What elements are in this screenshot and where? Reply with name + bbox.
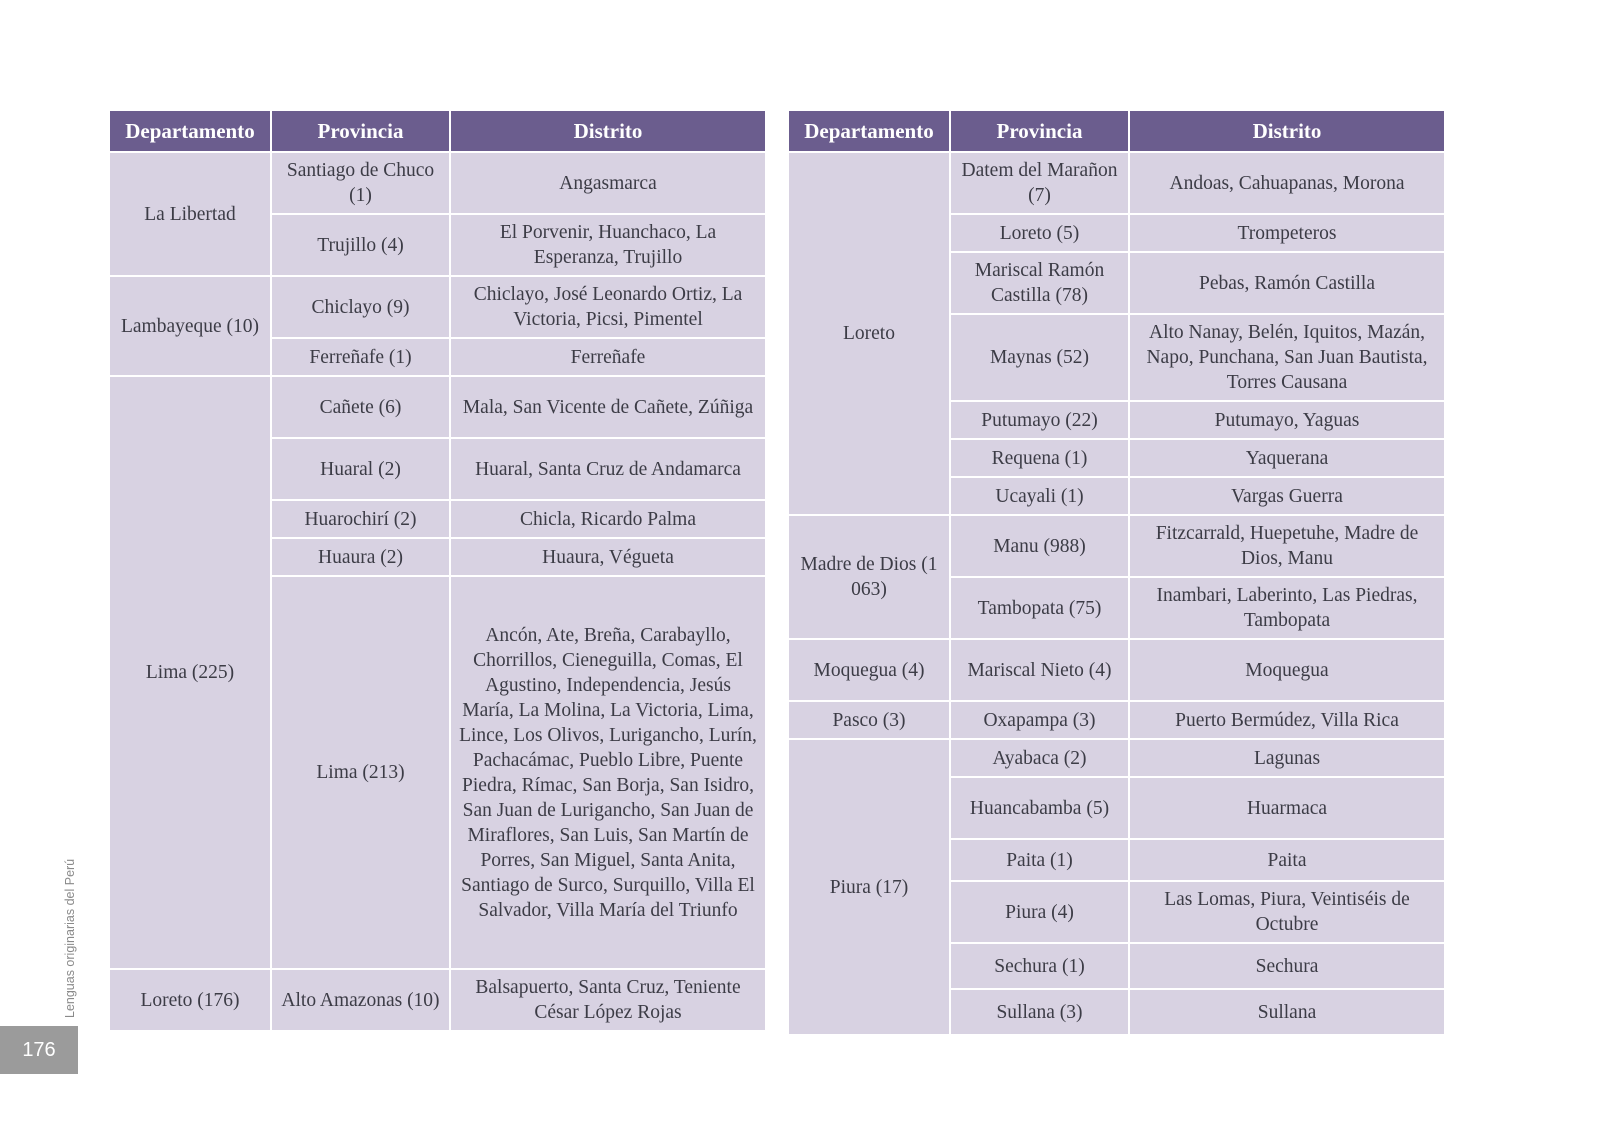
provincia-cell: Chiclayo (9): [271, 276, 450, 338]
table-row: [788, 639, 1445, 701]
book-title-sidebar: Lenguas originarias del Perú: [63, 858, 77, 1018]
page-number: 176: [0, 1026, 78, 1074]
provincia-cell: Requena (1): [950, 439, 1129, 477]
departamento-cell: Loreto: [788, 152, 950, 515]
departamento-cell: Piura (17): [788, 739, 950, 1035]
distrito-cell: Puerto Bermúdez, Villa Rica: [1129, 701, 1445, 739]
distrito-cell: Pebas, Ramón Castilla: [1129, 252, 1445, 314]
table-row: [788, 515, 1445, 577]
departamento-cell: Lambayeque (10): [109, 276, 271, 376]
departamento-cell: Lima (225): [109, 376, 271, 969]
provincia-cell: Huaral (2): [271, 438, 450, 500]
distrito-cell: Angasmarca: [450, 152, 766, 214]
distrito-cell: Mala, San Vicente de Cañete, Zúñiga: [450, 376, 766, 438]
provincia-cell: Oxapampa (3): [950, 701, 1129, 739]
distrito-cell: Alto Nanay, Belén, Iquitos, Mazán, Napo, Punchana, San Juan Bautista, Torres Causana: [1129, 314, 1445, 401]
districts-table-right: [787, 109, 1446, 1036]
provincia-cell: Huarochirí (2): [271, 500, 450, 538]
provincia-cell: Alto Amazonas (10): [271, 969, 450, 1031]
distrito-cell: Las Lomas, Piura, Veintiséis de Octubre: [1129, 881, 1445, 943]
provincia-cell: Paita (1): [950, 839, 1129, 881]
distrito-cell: Andoas, Cahuapanas, Morona: [1129, 152, 1445, 214]
provincia-cell: Lima (213): [271, 576, 450, 969]
header-provincia: Provincia: [950, 110, 1129, 152]
table-row: [788, 152, 1445, 214]
distrito-cell: Sechura: [1129, 943, 1445, 989]
table-row: [788, 739, 1445, 777]
distrito-cell: Huaura, Végueta: [450, 538, 766, 576]
distrito-cell: Putumayo, Yaguas: [1129, 401, 1445, 439]
provincia-cell: Datem del Marañon (7): [950, 152, 1129, 214]
header-distrito: Distrito: [450, 110, 766, 152]
distrito-cell: El Porvenir, Huanchaco, La Esperanza, Trujillo: [450, 214, 766, 276]
distrito-cell: Ancón, Ate, Breña, Carabayllo, Chorrillos, Cieneguilla, Comas, El Agustino, Independencia, Jesús María, La Molina, La Victoria, Lima, Lince, Los Olivos, Lurigancho, Lurín, Pachacámac, Pueblo Libre, Puente Piedra, Rímac, San Borja, San Isidro, San Juan de Lurigancho, San Juan de Miraflores, San Luis, San Martín de Porres, San Miguel, Santa Anita, Santiago de Surco, Surquillo, Villa El Salvador, Villa María del Triunfo: [450, 576, 766, 969]
departamento-cell: Madre de Dios (1 063): [788, 515, 950, 639]
provincia-cell: Manu (988): [950, 515, 1129, 577]
table-row: [109, 152, 766, 214]
departamento-cell: La Libertad: [109, 152, 271, 276]
distrito-cell: Trompeteros: [1129, 214, 1445, 252]
departamento-cell: Moquegua (4): [788, 639, 950, 701]
provincia-cell: Mariscal Nieto (4): [950, 639, 1129, 701]
departamento-cell: Loreto (176): [109, 969, 271, 1031]
distrito-cell: Inambari, Laberinto, Las Piedras, Tambopata: [1129, 577, 1445, 639]
distrito-cell: Fitzcarrald, Huepetuhe, Madre de Dios, Manu: [1129, 515, 1445, 577]
distrito-cell: Yaquerana: [1129, 439, 1445, 477]
distrito-cell: Sullana: [1129, 989, 1445, 1035]
table-body: [109, 152, 766, 1031]
provincia-cell: Tambopata (75): [950, 577, 1129, 639]
distrito-cell: Paita: [1129, 839, 1445, 881]
distrito-cell: Huaral, Santa Cruz de Andamarca: [450, 438, 766, 500]
header-provincia: Provincia: [271, 110, 450, 152]
provincia-cell: Loreto (5): [950, 214, 1129, 252]
provincia-cell: Ayabaca (2): [950, 739, 1129, 777]
provincia-cell: Piura (4): [950, 881, 1129, 943]
distrito-cell: Balsapuerto, Santa Cruz, Teniente César López Rojas: [450, 969, 766, 1031]
distrito-cell: Huarmaca: [1129, 777, 1445, 839]
header-departamento: Departamento: [109, 110, 271, 152]
distrito-cell: Vargas Guerra: [1129, 477, 1445, 515]
distrito-cell: Moquegua: [1129, 639, 1445, 701]
provincia-cell: Ferreñafe (1): [271, 338, 450, 376]
table-header-row: [109, 110, 766, 152]
distrito-cell: Ferreñafe: [450, 338, 766, 376]
provincia-cell: Sullana (3): [950, 989, 1129, 1035]
districts-table-left: [108, 109, 767, 1032]
table-row: [109, 376, 766, 438]
provincia-cell: Maynas (52): [950, 314, 1129, 401]
provincia-cell: Trujillo (4): [271, 214, 450, 276]
distrito-cell: Chicla, Ricardo Palma: [450, 500, 766, 538]
table-row: [788, 701, 1445, 739]
header-distrito: Distrito: [1129, 110, 1445, 152]
provincia-cell: Huancabamba (5): [950, 777, 1129, 839]
provincia-cell: Santiago de Chuco (1): [271, 152, 450, 214]
header-departamento: Departamento: [788, 110, 950, 152]
provincia-cell: Putumayo (22): [950, 401, 1129, 439]
table-body: [788, 152, 1445, 1035]
provincia-cell: Mariscal Ramón Castilla (78): [950, 252, 1129, 314]
distrito-cell: Lagunas: [1129, 739, 1445, 777]
table-row: [109, 276, 766, 338]
provincia-cell: Ucayali (1): [950, 477, 1129, 515]
provincia-cell: Cañete (6): [271, 376, 450, 438]
departamento-cell: Pasco (3): [788, 701, 950, 739]
distrito-cell: Chiclayo, José Leonardo Ortiz, La Victoria, Picsi, Pimentel: [450, 276, 766, 338]
table-row: [109, 969, 766, 1031]
provincia-cell: Huaura (2): [271, 538, 450, 576]
table-header-row: [788, 110, 1445, 152]
provincia-cell: Sechura (1): [950, 943, 1129, 989]
